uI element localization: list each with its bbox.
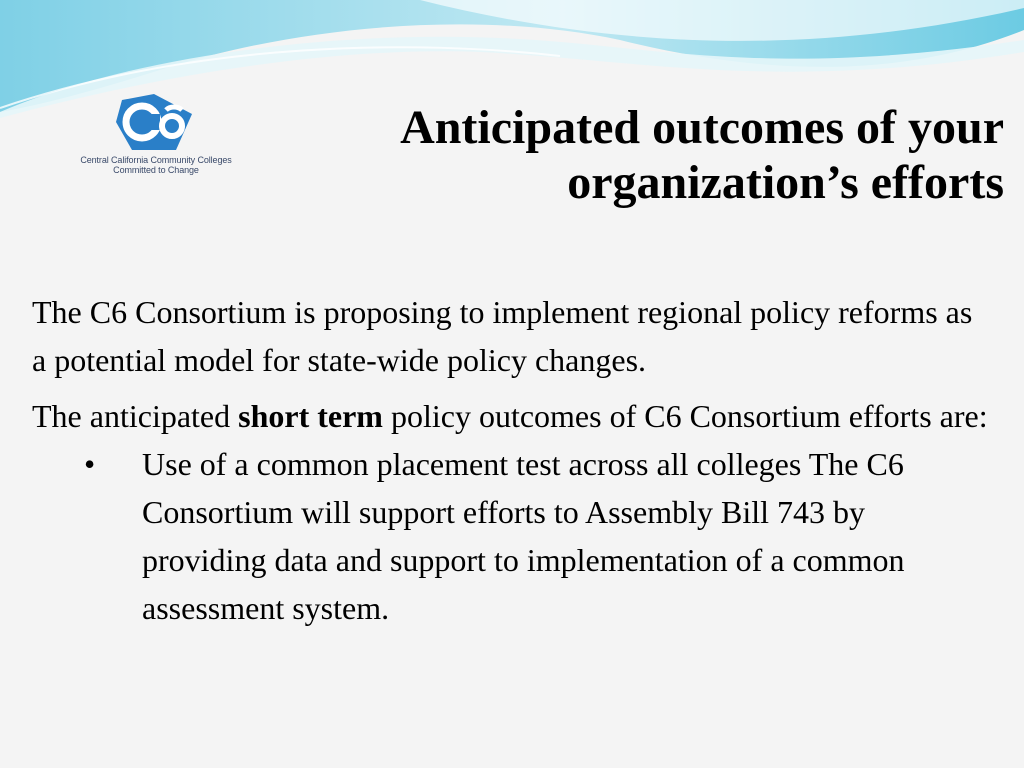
paragraph-outcomes-prefix: The anticipated <box>32 398 239 434</box>
bullet-marker: • <box>84 446 96 482</box>
logo-text-line1: Central California Community Colleges <box>80 155 232 165</box>
slide-title <box>274 100 1004 210</box>
logo-text-line2: Committed to Change <box>113 165 199 175</box>
paragraph-outcomes-emphasis: short term <box>238 398 383 434</box>
bullet-text: Use of a common placement test across all colleges The C6 Consortium will support efforts to Assembly Bill 743 by providing data and support to implementation of a common assessment system. <box>142 446 905 626</box>
c6-logo <box>66 92 246 178</box>
slide-title-line2: organization’s efforts <box>567 156 1004 209</box>
slide-title-line1: Anticipated outcomes of your <box>400 101 1004 154</box>
paragraph-outcomes <box>32 392 992 440</box>
paragraph-outcomes-suffix: policy outcomes of C6 Consortium efforts are: <box>382 398 988 434</box>
slide-body <box>32 288 992 632</box>
c6-logo-icon <box>114 92 200 154</box>
bullet-item <box>32 440 992 632</box>
paragraph-intro: The C6 Consortium is proposing to implement regional policy reforms as a potential model for state-wide policy changes. <box>32 294 973 378</box>
